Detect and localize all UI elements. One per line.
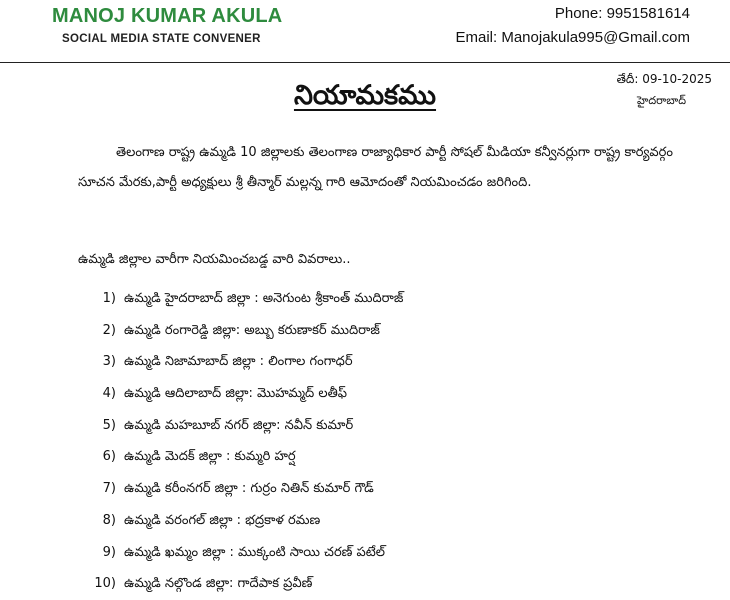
list-item-text: ఉమ్మడి కరీంనగర్ జిల్లా : గుర్రం నితిన్ కుమార్ గౌడ్ <box>124 481 374 497</box>
list-intro: ఉమ్మడి జిల్లాల వారీగా నియమించబడ్డ వారి వివరాలు.. <box>78 252 351 267</box>
list-item <box>82 346 403 378</box>
list-item <box>82 283 403 315</box>
document-title-wrap <box>0 80 730 118</box>
list-item-number: 3) <box>102 354 116 370</box>
list-item-number: 8) <box>102 512 116 528</box>
list-item <box>82 568 403 600</box>
document-date: తేదీ: 09-10-2025 <box>616 72 712 86</box>
list-item <box>82 537 403 569</box>
document-title: నియామకము <box>293 80 437 111</box>
list-item-number: 9) <box>102 544 116 560</box>
list-item <box>82 473 403 505</box>
document-place: హైదరాబాద్ <box>637 94 686 107</box>
list-item-number: 6) <box>102 449 116 465</box>
list-item <box>82 315 403 347</box>
list-item-number: 5) <box>102 417 116 433</box>
list-item-text: ఉమ్మడి ఆదిలాబాద్ జిల్లా: మొహమ్మద్ లతీఫ్ <box>124 386 347 402</box>
list-item-number: 4) <box>102 386 116 402</box>
list-item-text: ఉమ్మడి మహబూబ్ నగర్ జిల్లా: నవీన్ కుమార్ <box>124 417 354 433</box>
list-item-number: 1) <box>102 291 116 306</box>
phone-line <box>555 5 690 22</box>
appointment-list <box>82 283 403 600</box>
list-item <box>82 378 403 410</box>
list-item-text: ఉమ్మడి రంగారెడ్డి జిల్లా: అబ్బు కరుణాకర్ ముదిరాజ్ <box>124 322 380 338</box>
list-item <box>82 441 403 473</box>
email-address: Manojakula995@Gmail.com <box>501 29 690 46</box>
list-item-text: ఉమ్మడి ఖమ్మం జిల్లా : ముక్కంటి సాయి చరణ్ పటేల్ <box>124 544 386 560</box>
list-item-text: ఉమ్మడి వరంగల్ జిల్లా : భద్రకాళ రమణ <box>124 512 321 528</box>
sender-name: MANOJ KUMAR AKULA <box>52 5 283 27</box>
phone-label: Phone: <box>554 5 603 22</box>
email-line <box>455 29 690 46</box>
list-item-text: ఉమ్మడి హైదరాబాద్ జిల్లా : అనెగుంట శ్రీకాంత్ ముదిరాజ్ <box>124 291 404 306</box>
list-item-text: ఉమ్మడి మెదక్ జిల్లా : కుమ్మరి హర్ష <box>124 449 296 465</box>
list-item <box>82 410 403 442</box>
phone-number: 9951581614 <box>606 5 690 22</box>
list-item-number: 7) <box>102 481 116 497</box>
list-item <box>82 505 403 537</box>
letterhead <box>0 0 730 63</box>
email-label: Email: <box>455 29 498 46</box>
appointment-paragraph <box>78 138 698 198</box>
list-item-number: 2) <box>102 322 116 338</box>
list-item-text: ఉమ్మడి నిజామాబాద్ జిల్లా : లింగాల గంగాధర్ <box>124 354 353 370</box>
sender-role: SOCIAL MEDIA STATE CONVENER <box>62 33 261 45</box>
list-item-number: 10) <box>94 576 116 592</box>
list-item-text: ఉమ్మడి నల్గొండ జిల్లా: గాదేపాక ప్రవీణ్ <box>124 576 313 592</box>
appointment-paragraph-text: తెలంగాణ రాష్ట్ర ఉమ్మడి 10 జిల్లాలకు తెలంగాణ రాజ్యాధికార పార్టీ సోషల్ మీడియా కన్వీనర్లుగా రాష్ట్ర కార్యవర్గం సూచన మేరకు,పార్టీ అధ్యక్షులు శ్రీ తీన్మార్ మల్లన్న గారి ఆమోదంతో నియమించడం జరిగింది. <box>78 145 673 190</box>
